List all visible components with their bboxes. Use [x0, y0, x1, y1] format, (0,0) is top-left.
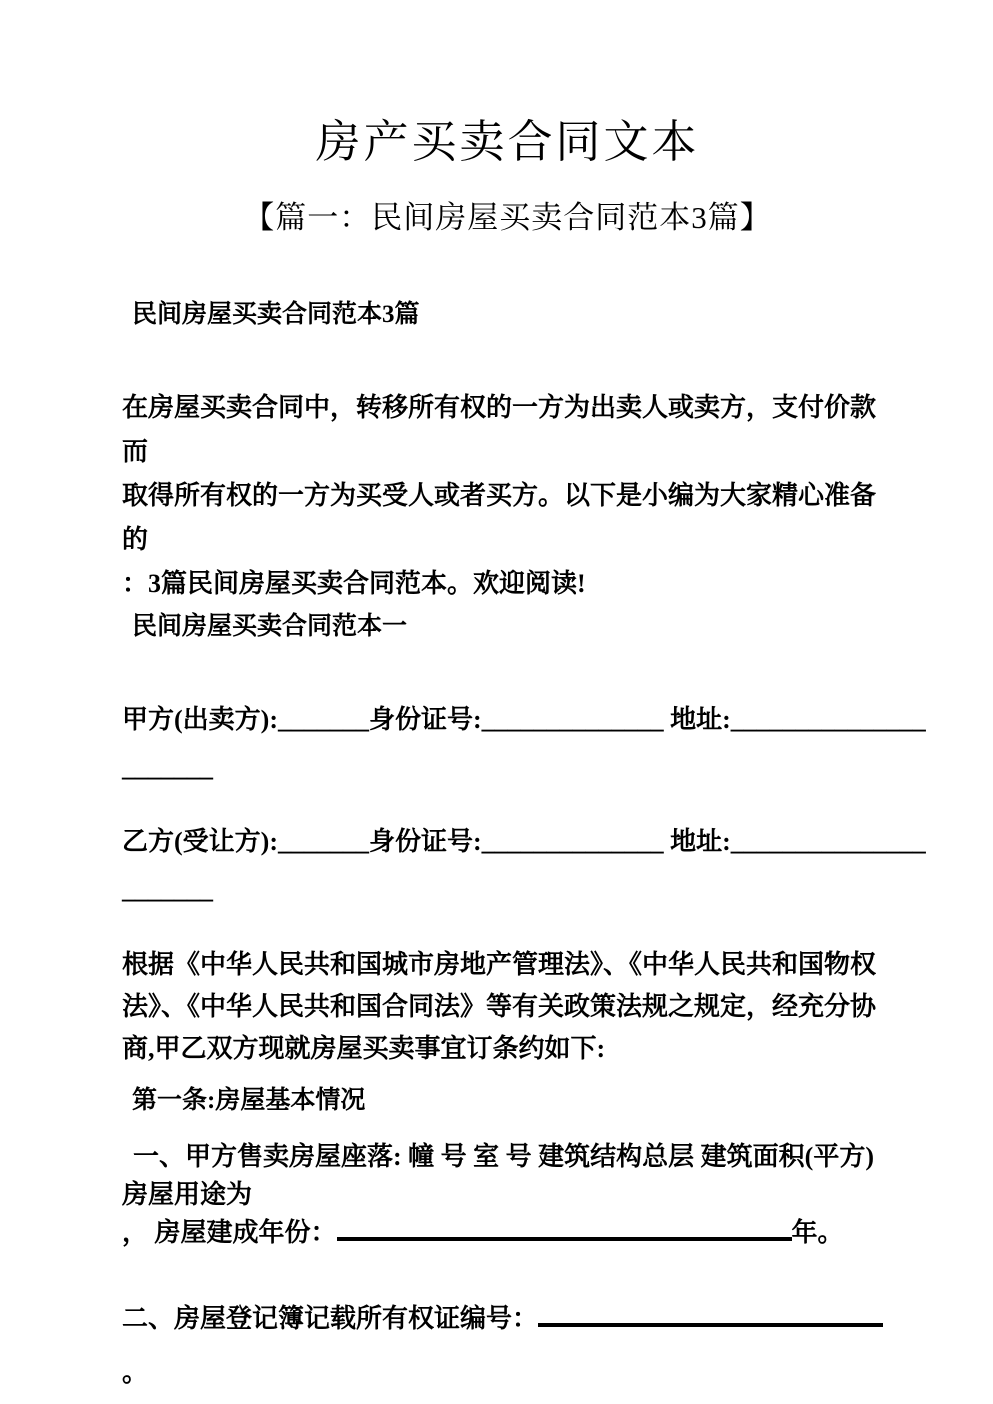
intro-line-1: 在房屋买卖合同中，转移所有权的一方为出卖人或卖方，支付价款而: [122, 393, 877, 467]
party-a-block: [122, 696, 926, 792]
intro-line-2: 取得所有权的一方为买受人或者买方。以下是小编为大家精心准备的: [122, 481, 877, 555]
document-title: 房产买卖合同文本: [315, 117, 700, 167]
fill-in-blank-line: [337, 1216, 792, 1241]
party-a-line: 甲方(出卖方):_______身份证号:______________ 地址:_______________: [122, 705, 926, 735]
legal-basis-paragraph: [122, 944, 893, 1070]
item-1-line-1: 一、甲方售卖房屋座落: 幢 号 室 号 建筑结构总层 建筑面积(平方): [133, 1142, 874, 1172]
subheading-sample-count: 民间房屋买卖合同范本3篇: [132, 301, 420, 329]
party-b-continuation-blank: _______: [122, 875, 213, 905]
section-1-heading: 【篇一：民间房屋买卖合同范本3篇】: [243, 200, 772, 235]
intro-paragraph: [122, 386, 893, 606]
intro-line-3: ：3篇民间房屋买卖合同范本。欢迎阅读!: [122, 569, 586, 599]
article-1-item-1: [122, 1138, 893, 1252]
build-year-label: ， 房屋建成年份：: [122, 1218, 337, 1248]
cert-number-label: 二、房屋登记簿记载所有权证编号：: [122, 1304, 539, 1334]
item-1-line-3: [122, 1214, 893, 1252]
legal-line-2: 法》、《中华人民共和国合同法》等有关政策法规之规定，经充分协: [122, 992, 877, 1022]
subheading-sample-one: 民间房屋买卖合同范本一: [132, 613, 408, 641]
party-b-block: [122, 818, 926, 914]
year-suffix: 年。: [791, 1218, 844, 1248]
article-1-heading: 第一条:房屋基本情况: [132, 1087, 366, 1115]
legal-line-3: 商,甲乙双方现就房屋买卖事宜订条约如下:: [122, 1034, 606, 1064]
article-1-item-2: [122, 1298, 893, 1340]
fill-in-blank-line: [538, 1302, 883, 1327]
party-a-continuation-blank: _______: [122, 753, 213, 783]
legal-line-1: 根据《中华人民共和国城市房地产管理法》、《中华人民共和国物权: [122, 950, 877, 980]
item-1-line-2: 房屋用途为: [122, 1180, 253, 1210]
trailing-period: 。: [122, 1358, 149, 1388]
party-b-line: 乙方(受让方):_______身份证号:______________ 地址:_______________: [122, 827, 926, 857]
